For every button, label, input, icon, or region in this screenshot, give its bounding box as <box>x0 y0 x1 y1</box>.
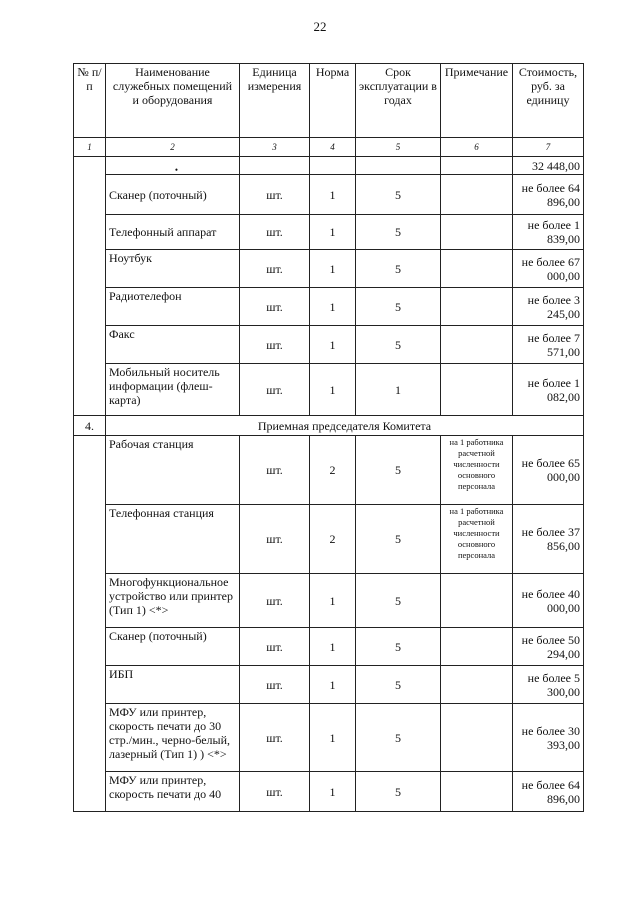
stray-mark: • <box>174 165 179 175</box>
term-cell: 5 <box>356 666 441 704</box>
table-row <box>74 704 584 772</box>
table-row <box>74 215 584 250</box>
table-row <box>74 250 584 288</box>
cost-cell: не более 37 856,00 <box>513 505 584 574</box>
norm-cell: 1 <box>310 666 356 704</box>
section-number: 4. <box>74 416 106 436</box>
header-note: Примечание <box>441 64 513 138</box>
section-row <box>74 416 584 436</box>
table-row <box>74 436 584 505</box>
unit-cell: шт. <box>240 250 310 288</box>
name-cell: Ноутбук <box>106 250 240 288</box>
table-row <box>74 326 584 364</box>
table-row <box>74 574 584 628</box>
header-row <box>74 64 584 138</box>
note-cell <box>441 157 513 175</box>
term-cell: 5 <box>356 250 441 288</box>
note-cell <box>441 250 513 288</box>
num-cell <box>74 157 106 416</box>
cost-cell: не более 50 294,00 <box>513 628 584 666</box>
term-cell: 5 <box>356 628 441 666</box>
column-number: 4 <box>310 138 356 157</box>
header-term: Срок эксплуатации в годах <box>356 64 441 138</box>
term-cell: 5 <box>356 704 441 772</box>
note-cell <box>441 288 513 326</box>
norm-cell: 1 <box>310 628 356 666</box>
unit-cell: шт. <box>240 326 310 364</box>
num-cell <box>74 436 106 812</box>
cost-cell: не более 1 082,00 <box>513 364 584 416</box>
term-cell: 5 <box>356 436 441 505</box>
name-cell: Многофункциональное устройство или принтер (Тип 1) <*> <box>106 574 240 628</box>
column-number: 1 <box>74 138 106 157</box>
name-cell: МФУ или принтер, скорость печати до 30 стр./мин., черно-белый, лазерный (Тип 1) ) <*> <box>106 704 240 772</box>
norm-cell: 1 <box>310 574 356 628</box>
unit-cell: шт. <box>240 288 310 326</box>
note-cell <box>441 215 513 250</box>
column-number-row <box>74 138 584 157</box>
unit-cell: шт. <box>240 175 310 215</box>
name-cell: Рабочая станция <box>106 436 240 505</box>
header-norm: Норма <box>310 64 356 138</box>
term-cell: 5 <box>356 288 441 326</box>
note-cell: на 1 работника расчетной численности основного персонала <box>441 436 513 505</box>
note-cell <box>441 175 513 215</box>
table-row <box>74 175 584 215</box>
unit-cell: шт. <box>240 436 310 505</box>
norm-cell: 1 <box>310 175 356 215</box>
cost-cell: не более 64 896,00 <box>513 772 584 812</box>
norm-cell: 1 <box>310 215 356 250</box>
note-cell <box>441 574 513 628</box>
section-title: Приемная председателя Комитета <box>106 416 584 436</box>
name-cell: Сканер (поточный) <box>106 175 240 215</box>
header-cost: Стоимость, руб. за единицу <box>513 64 584 138</box>
unit-cell: шт. <box>240 704 310 772</box>
note-cell <box>441 666 513 704</box>
norm-cell: 1 <box>310 704 356 772</box>
table-row <box>74 505 584 574</box>
unit-cell: шт. <box>240 772 310 812</box>
cost-cell: не более 3 245,00 <box>513 288 584 326</box>
unit-cell: шт. <box>240 574 310 628</box>
cost-cell: не более 64 896,00 <box>513 175 584 215</box>
unit-cell: шт. <box>240 505 310 574</box>
note-cell <box>441 364 513 416</box>
term-cell: 5 <box>356 175 441 215</box>
cost-cell: не более 65 000,00 <box>513 436 584 505</box>
column-number: 7 <box>513 138 584 157</box>
equipment-table <box>73 63 584 812</box>
norm-cell: 1 <box>310 250 356 288</box>
term-cell <box>356 157 441 175</box>
term-cell: 1 <box>356 364 441 416</box>
column-number: 6 <box>441 138 513 157</box>
table-row <box>74 157 584 175</box>
norm-cell: 1 <box>310 288 356 326</box>
table-row <box>74 666 584 704</box>
unit-cell <box>240 157 310 175</box>
cost-cell: не более 30 393,00 <box>513 704 584 772</box>
cost-cell: не более 1 839,00 <box>513 215 584 250</box>
cost-cell: не более 5 300,00 <box>513 666 584 704</box>
term-cell: 5 <box>356 326 441 364</box>
note-cell <box>441 704 513 772</box>
column-number: 3 <box>240 138 310 157</box>
term-cell: 5 <box>356 505 441 574</box>
norm-cell: 2 <box>310 436 356 505</box>
name-cell: Радиотелефон <box>106 288 240 326</box>
name-cell: Мобильный носитель информации (флеш-карта) <box>106 364 240 416</box>
term-cell: 5 <box>356 574 441 628</box>
note-cell <box>441 628 513 666</box>
note-cell: на 1 работника расчетной численности основного персонала <box>441 505 513 574</box>
norm-cell: 1 <box>310 326 356 364</box>
norm-cell: 2 <box>310 505 356 574</box>
cost-cell: не более 67 000,00 <box>513 250 584 288</box>
name-cell: ИБП <box>106 666 240 704</box>
note-cell <box>441 326 513 364</box>
norm-cell: 1 <box>310 364 356 416</box>
cost-cell: 32 448,00 <box>513 157 584 175</box>
name-cell: Телефонный аппарат <box>106 215 240 250</box>
name-cell <box>106 157 240 175</box>
column-number: 2 <box>106 138 240 157</box>
name-cell: МФУ или принтер, скорость печати до 40 <box>106 772 240 812</box>
unit-cell: шт. <box>240 628 310 666</box>
name-cell: Телефонная станция <box>106 505 240 574</box>
header-num: № п/п <box>74 64 106 138</box>
name-cell: Сканер (поточный) <box>106 628 240 666</box>
term-cell: 5 <box>356 215 441 250</box>
note-cell <box>441 772 513 812</box>
norm-cell <box>310 157 356 175</box>
column-number: 5 <box>356 138 441 157</box>
table-row <box>74 288 584 326</box>
table-row <box>74 628 584 666</box>
name-cell: Факс <box>106 326 240 364</box>
table-row <box>74 364 584 416</box>
cost-cell: не более 7 571,00 <box>513 326 584 364</box>
norm-cell: 1 <box>310 772 356 812</box>
header-name: Наименование служебных помещений и оборудования <box>106 64 240 138</box>
term-cell: 5 <box>356 772 441 812</box>
unit-cell: шт. <box>240 215 310 250</box>
page-number: 22 <box>313 19 327 34</box>
unit-cell: шт. <box>240 666 310 704</box>
unit-cell: шт. <box>240 364 310 416</box>
cost-cell: не более 40 000,00 <box>513 574 584 628</box>
header-unit: Единица измерения <box>240 64 310 138</box>
table-row <box>74 772 584 812</box>
